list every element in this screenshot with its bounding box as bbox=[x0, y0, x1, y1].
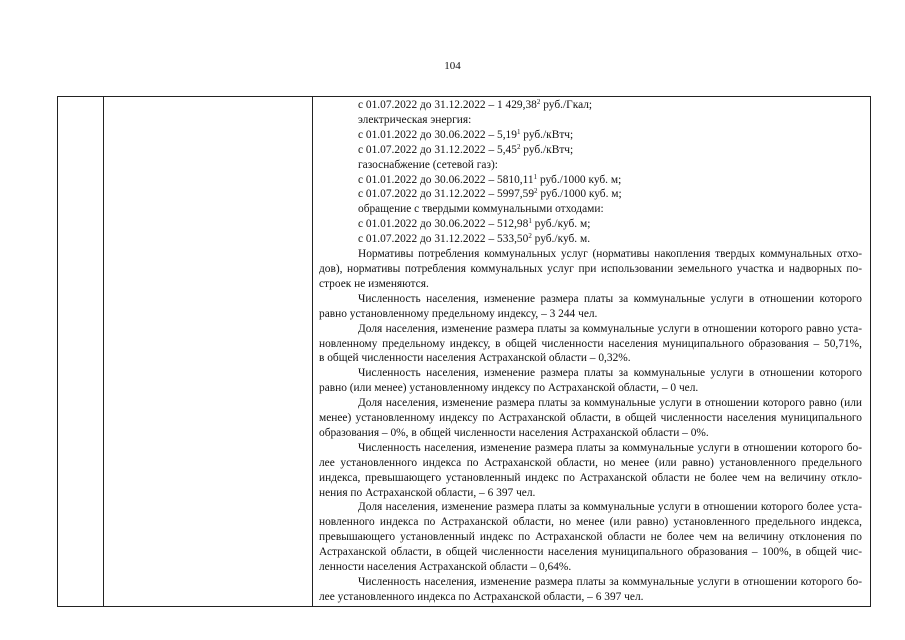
table-column-number bbox=[58, 97, 104, 606]
page-number: 104 bbox=[444, 60, 461, 72]
table-column-content bbox=[313, 98, 866, 606]
paragraph-line: Численность населения, изменение размера платы за коммунальные услуги в отношении которого bbox=[358, 367, 862, 380]
paragraph-line: дов), нормативы потребления коммунальных услуг при использовании земельного участка и надворных по- bbox=[319, 262, 862, 275]
tariff-line: с 01.01.2022 до 30.06.2022 – 512,98$^1$ руб./куб. м; bbox=[358, 217, 591, 231]
paragraph bbox=[319, 396, 862, 441]
paragraph-line: ленности населения Астраханской области – 0,64%. bbox=[319, 561, 572, 574]
paragraph bbox=[319, 575, 862, 605]
paragraph-line: Численность населения, изменение размера платы за коммунальные услуги в отношении которого бо- bbox=[358, 576, 862, 588]
footnote-marker: 2 bbox=[534, 187, 538, 196]
paragraph-line: Численность населения, изменение размера платы за коммунальные услуги в отношении которого бо- bbox=[358, 441, 862, 454]
paragraph bbox=[319, 322, 862, 367]
paragraph-line: менее) установленному индексу по Астраханской области, в общей численности населения муниципального bbox=[319, 412, 862, 425]
paragraph-line: равно (или менее) установленному индексу по Астраханской области, – 0 чел. bbox=[319, 382, 699, 395]
paragraph-line: Численность населения, изменение размера платы за коммунальные услуги в отношении которого bbox=[358, 292, 862, 305]
document-table bbox=[57, 96, 871, 607]
paragraph bbox=[319, 366, 862, 396]
tariff-line: электрическая энергия: bbox=[358, 113, 472, 126]
tariff-line: с 01.07.2022 до 31.12.2022 – 5997,59$^2$ руб./1000 куб. м; bbox=[358, 187, 622, 201]
paragraph-line: новленного индекса по Астраханской области, но менее (или равно) установленного предельного индекса, bbox=[319, 516, 862, 529]
paragraph-line: нения по Астраханской области, – 6 397 чел. bbox=[319, 486, 536, 499]
paragraph-list bbox=[319, 247, 862, 605]
paragraph bbox=[319, 247, 862, 292]
paragraph-line: лее установленного индекса по Астраханской области, но менее (или равно) установленного предельного bbox=[319, 456, 862, 469]
tariff-line: с 01.01.2022 до 30.06.2022 – 5,19$^1$ руб./кВтч; bbox=[358, 127, 574, 141]
paragraph-line: строек не изменяются. bbox=[319, 277, 429, 290]
paragraph-line: новленному предельному индексу, в общей численности населения муниципального образования – 50,71%, bbox=[319, 337, 862, 350]
tariff-line: газоснабжение (сетевой газ): bbox=[358, 158, 498, 171]
paragraph-line: индекса, превышающего установленный индекс по Астраханской области не более чем на величину откло- bbox=[319, 471, 862, 484]
footnote-marker: 1 bbox=[533, 172, 538, 181]
footnote-marker: 2 bbox=[528, 232, 532, 241]
tariff-line: с 01.07.2022 до 31.12.2022 – 5,45$^2$ руб./кВтч; bbox=[358, 142, 574, 156]
tariff-line: с 01.07.2022 до 31.12.2022 – 533,50$^2$ руб./куб. м. bbox=[358, 232, 591, 246]
paragraph bbox=[319, 441, 862, 501]
paragraph-line: Доля населения, изменение размера платы за коммунальные услуги в отношении которого равно (или bbox=[358, 397, 862, 410]
paragraph bbox=[319, 500, 862, 575]
footnote-marker: 2 bbox=[516, 142, 521, 151]
paragraph-line: Доля населения, изменение размера платы за коммунальные услуги в отношении которого более уста- bbox=[358, 501, 862, 514]
footnote-marker: 2 bbox=[536, 98, 541, 106]
footnote-marker: 1 bbox=[528, 217, 532, 226]
tariff-line: с 01.01.2022 до 30.06.2022 – 5810,11$^1$ руб./1000 куб. м; bbox=[358, 172, 622, 186]
paragraph-line: лее установленного индекса по Астраханской области, – 6 397 чел. bbox=[319, 590, 644, 603]
tariff-list bbox=[319, 98, 862, 247]
paragraph-line: в общей численности населения Астраханской области – 0,32%. bbox=[319, 352, 631, 365]
paragraph-line: равно установленному предельному индексу, – 3 244 чел. bbox=[319, 307, 598, 320]
paragraph-line: Нормативы потребления коммунальных услуг (нормативы накопления твердых коммунальных отхо- bbox=[358, 248, 862, 261]
paragraph-line: превышающего установленный индекс по Астраханской области не более чем на величину отклонения по bbox=[319, 531, 862, 544]
footnote-marker: 1 bbox=[516, 127, 521, 136]
paragraph bbox=[319, 292, 862, 322]
tariff-line: обращение с твердыми коммунальными отходами: bbox=[358, 203, 604, 216]
paragraph-line: образования – 0%, в общей численности населения Астраханской области – 0%. bbox=[319, 426, 709, 439]
paragraph-line: Доля населения, изменение размера платы за коммунальные услуги в отношении которого равно уста- bbox=[358, 322, 862, 335]
tariff-line: с 01.07.2022 до 31.12.2022 – 1 429,38$^2$ руб./Гкал; bbox=[358, 98, 593, 111]
table-column-name bbox=[104, 97, 313, 606]
paragraph-line: Астраханской области, в общей численности населения муниципального образования – 100%, в общей чис- bbox=[319, 546, 862, 559]
